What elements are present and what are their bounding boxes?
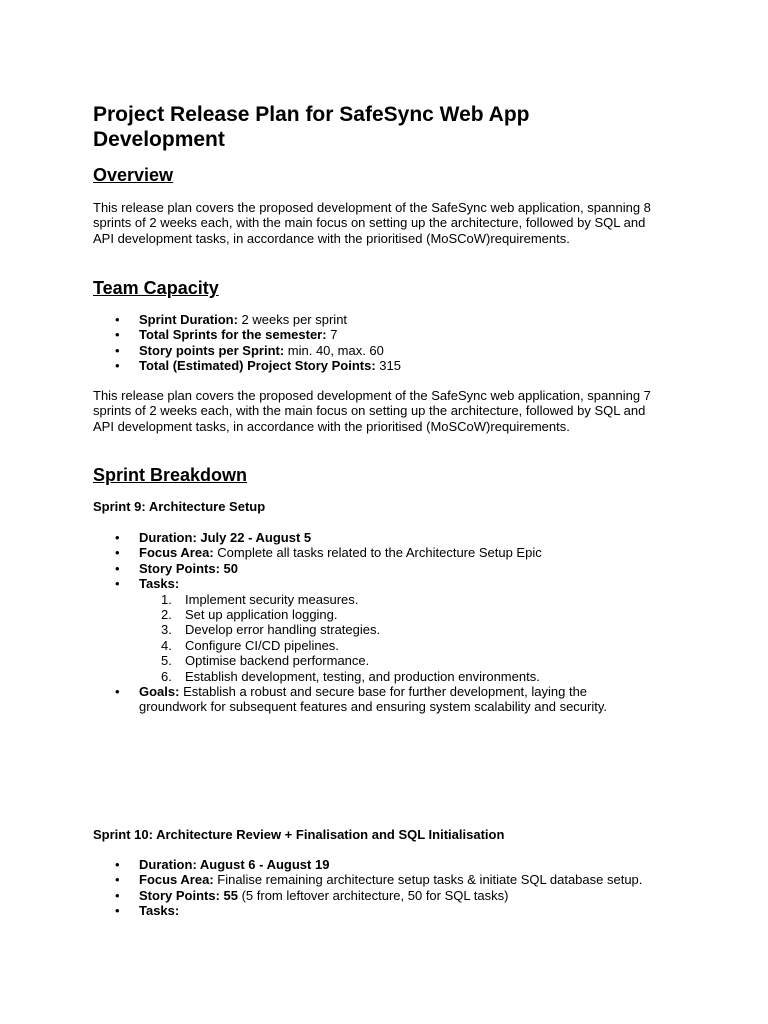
list-item: 5. Optimise backend performance. <box>161 653 370 669</box>
list-item: • Focus Area: Finalise remaining architecture setup tasks & initiate SQL database setup. <box>93 872 653 887</box>
list-item: • Total Sprints for the semester: 7 <box>93 327 653 342</box>
team-capacity-heading: Team Capacity <box>93 278 219 298</box>
list-item: • Story Points: 55 (5 from leftover architecture, 50 for SQL tasks) <box>93 888 653 903</box>
list-item: • Duration: July 22 - August 5 <box>93 530 653 545</box>
sprint9-list <box>93 530 653 715</box>
list-item: • Goals: Establish a robust and secure base for further development, laying the groundwork for subsequent features and ensuring system scalability and security. <box>93 684 653 715</box>
list-item: • Focus Area: Complete all tasks related to the Architecture Setup Epic <box>93 545 653 560</box>
list-item: • Sprint Duration: 2 weeks per sprint <box>93 312 653 327</box>
list-item: 3. Develop error handling strategies. <box>161 622 381 638</box>
list-item: 1. Implement security measures. <box>161 591 359 607</box>
sprint9-heading: Sprint 9: Architecture Setup <box>93 499 266 514</box>
list-item: • Total (Estimated) Project Story Points: 315 <box>93 358 653 373</box>
sprint10-heading: Sprint 10: Architecture Review + Finalisation and SQL Initialisation <box>93 827 505 842</box>
list-item: 4. Configure CI/CD pipelines. <box>161 637 339 653</box>
team-capacity-text: This release plan covers the proposed development of the SafeSync web application, spanning 7 sprints of 2 weeks each, with the main focus on setting up the architecture, followed by SQL and API development tasks, in accordance with the prioritised (MoSCoW)requirements. <box>93 388 651 434</box>
sprint-breakdown-heading: Sprint Breakdown <box>93 465 248 485</box>
list-item: • Story points per Sprint: min. 40, max. 60 <box>93 343 653 358</box>
team-capacity-list <box>93 312 653 374</box>
page-title: Project Release Plan for SafeSync Web App Development <box>93 103 530 151</box>
list-item: • Tasks: <box>93 903 653 918</box>
sprint10-list <box>93 857 653 919</box>
overview-text: This release plan covers the proposed development of the SafeSync web application, spanning 8 sprints of 2 weeks each, with the main focus on setting up the architecture, followed by SQL and API development tasks, in accordance with the prioritised (MoSCoW)requirements. <box>93 200 651 246</box>
list-item: • Story Points: 50 <box>93 561 653 576</box>
list-item: 2. Set up application logging. <box>161 607 338 623</box>
list-item: 6. Establish development, testing, and production environments. <box>161 668 540 684</box>
list-item: • Tasks: 1. Implement security measures. 2. Set up application logging. 3. Develop error handling strategies. 4. Configure CI/CD pipelines. 5. Optimise backend performance. 6. Establish development, testing, and production environments. <box>93 576 653 684</box>
list-item: • Duration: August 6 - August 19 <box>93 857 653 872</box>
overview-heading: Overview <box>93 165 174 185</box>
sprint9-tasks <box>139 592 653 684</box>
